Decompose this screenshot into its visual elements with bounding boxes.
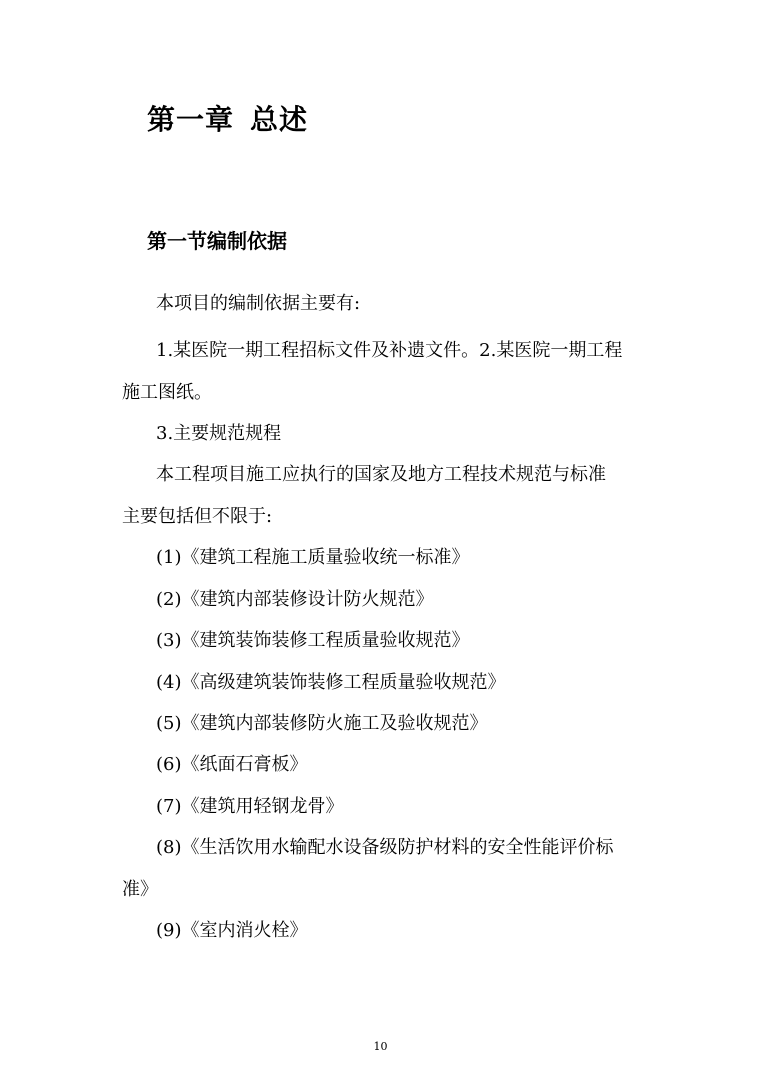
chapter-heading: [147, 98, 308, 138]
standards-intro-line-2: 主要包括但不限于:: [122, 506, 273, 527]
section-heading: 第一节编制依据: [147, 229, 287, 253]
chapter-title-text: 总述: [250, 103, 309, 136]
list-item: (4)《高级建筑装饰装修工程质量验收规范》: [156, 672, 506, 693]
list-item: (5)《建筑内部装修防火施工及验收规范》: [156, 713, 488, 734]
list-item: (9)《室内消火栓》: [156, 920, 308, 941]
basis-item-1-line-2: 施工图纸。: [122, 382, 212, 403]
intro-paragraph: 本项目的编制依据主要有:: [156, 293, 361, 314]
basis-item-3: 3.主要规范规程: [156, 423, 282, 444]
list-item: (6)《纸面石膏板》: [156, 754, 308, 775]
page-number: 10: [373, 1040, 388, 1053]
list-item: (3)《建筑装饰装修工程质量验收规范》: [156, 630, 470, 651]
basis-item-1-line-1: 1.某医院一期工程招标文件及补遗文件。2.某医院一期工程: [156, 340, 623, 361]
standards-intro-line-1: 本工程项目施工应执行的国家及地方工程技术规范与标准: [156, 464, 606, 485]
list-item: (1)《建筑工程施工质量验收统一标准》: [156, 547, 470, 568]
list-item-continuation: 准》: [122, 879, 158, 900]
list-item: (8)《生活饮用水输配水设备级防护材料的安全性能评价标: [156, 837, 614, 858]
list-item: (7)《建筑用轻钢龙骨》: [156, 796, 344, 817]
chapter-label: 第一章: [147, 103, 235, 136]
list-item: (2)《建筑内部装修设计防火规范》: [156, 589, 434, 610]
